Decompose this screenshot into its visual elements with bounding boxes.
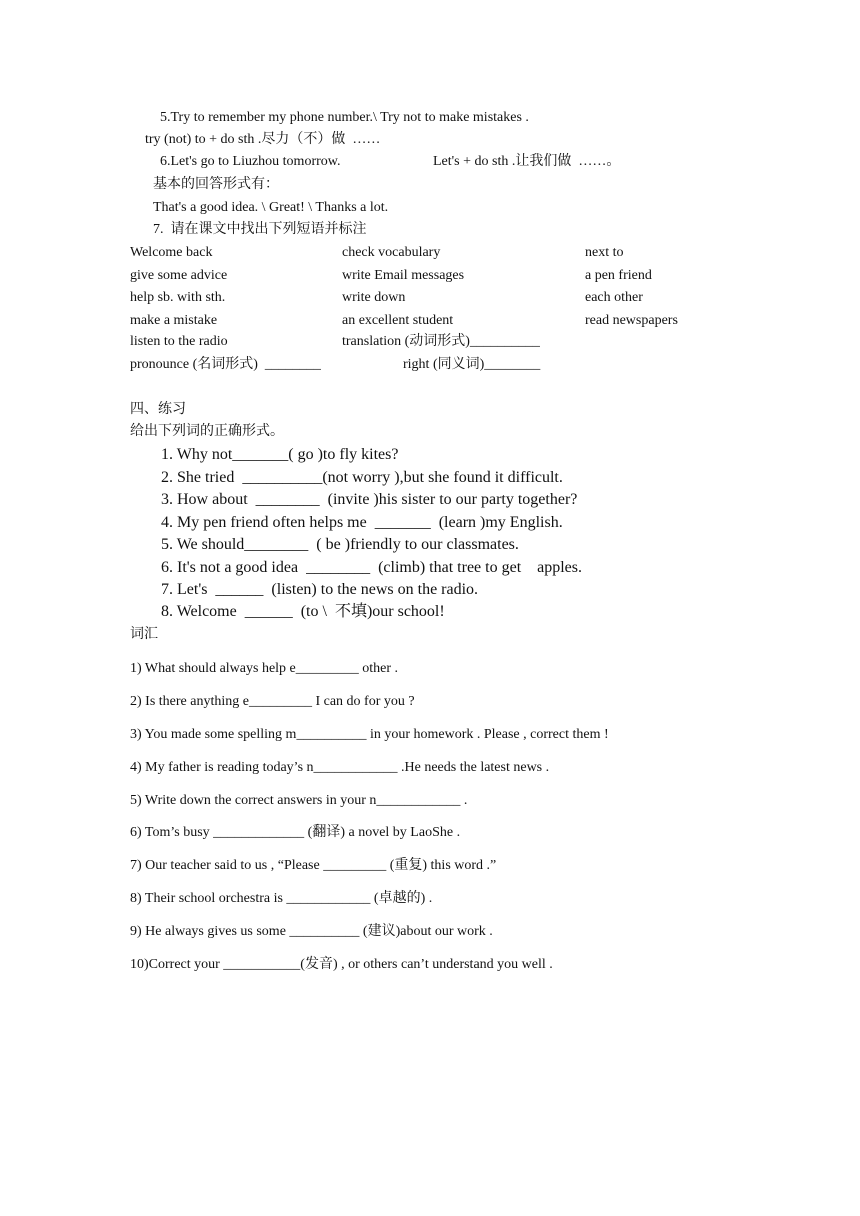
phrase-pronounce: pronounce (名词形式) ________	[130, 357, 321, 372]
phrase: Welcome back	[130, 245, 213, 260]
lets-rule: Let's + do sth .让我们做 ……。	[433, 154, 621, 169]
vocab-item: 6) Tom’s busy _____________ (翻译) a novel by LaoShe .	[130, 825, 461, 840]
vocab-item: 7) Our teacher said to us , “Please _________ (重复) this word .”	[130, 858, 497, 873]
phrase: each other	[585, 290, 643, 305]
phrase: give some advice	[130, 268, 228, 283]
phrase: write Email messages	[342, 268, 465, 283]
vocab-item: 4) My father is reading today’s n____________ .He needs the latest news .	[130, 760, 550, 775]
vocab-item: 2) Is there anything e_________ I can do for you ?	[130, 694, 415, 709]
sentence-5: 5.Try to remember my phone number.\ Try not to make mistakes .	[160, 110, 529, 125]
practice-item: 7. Let's ______ (listen) to the news on the radio.	[161, 581, 479, 598]
answers-title: 基本的回答形式有：	[153, 177, 279, 192]
phrase: check vocabulary	[342, 245, 441, 260]
practice-item: 8. Welcome ______ (to \ 不填)our school!	[161, 603, 445, 620]
practice-item: 3. How about ________ (invite )his sister to our party together?	[161, 491, 578, 508]
phrase: an excellent student	[342, 313, 454, 328]
item-7-instruction: 7. 请在课文中找出下列短语并标注	[153, 222, 367, 237]
try-not-rule: try (not) to + do sth .尽力（不）做 ……	[145, 132, 381, 147]
vocab-heading: 词汇	[130, 627, 158, 642]
phrase: read newspapers	[585, 313, 678, 328]
practice-item: 5. We should________ ( be )friendly to our classmates.	[161, 536, 519, 553]
practice-item: 6. It's not a good idea ________ (climb) that tree to get apples.	[161, 559, 583, 576]
practice-item: 4. My pen friend often helps me _______ (learn )my English.	[161, 514, 563, 531]
phrase: translation (动词形式)__________	[342, 334, 540, 349]
vocab-item: 10)Correct your ___________(发音) , or others can’t understand you well .	[130, 957, 553, 972]
vocab-item: 3) You made some spelling m__________ in your homework . Please , correct them !	[130, 727, 609, 742]
practice-item: 1. Why not_______( go )to fly kites?	[161, 446, 399, 463]
vocab-item: 9) He always gives us some __________ (建议)about our work .	[130, 924, 493, 939]
phrase: next to	[585, 245, 624, 260]
practice-instruction: 给出下列词的正确形式。	[130, 424, 284, 439]
practice-item: 2. She tried __________(not worry ),but she found it difficult.	[161, 469, 563, 486]
phrase: a pen friend	[585, 268, 652, 283]
vocab-item: 8) Their school orchestra is ____________ (卓越的) .	[130, 891, 433, 906]
phrase-right: right (同义词)________	[403, 357, 541, 372]
phrase: write down	[342, 290, 406, 305]
phrase: help sb. with sth.	[130, 290, 226, 305]
sentence-6: 6.Let's go to Liuzhou tomorrow.	[160, 154, 341, 169]
phrase: make a mistake	[130, 313, 218, 328]
phrase: listen to the radio	[130, 334, 228, 349]
vocab-item: 5) Write down the correct answers in your n____________ .	[130, 793, 468, 808]
vocab-item: 1) What should always help e_________ other .	[130, 661, 399, 676]
answers-line: That's a good idea. \ Great! \ Thanks a lot.	[153, 200, 389, 215]
practice-heading: 四、练习	[130, 402, 186, 417]
